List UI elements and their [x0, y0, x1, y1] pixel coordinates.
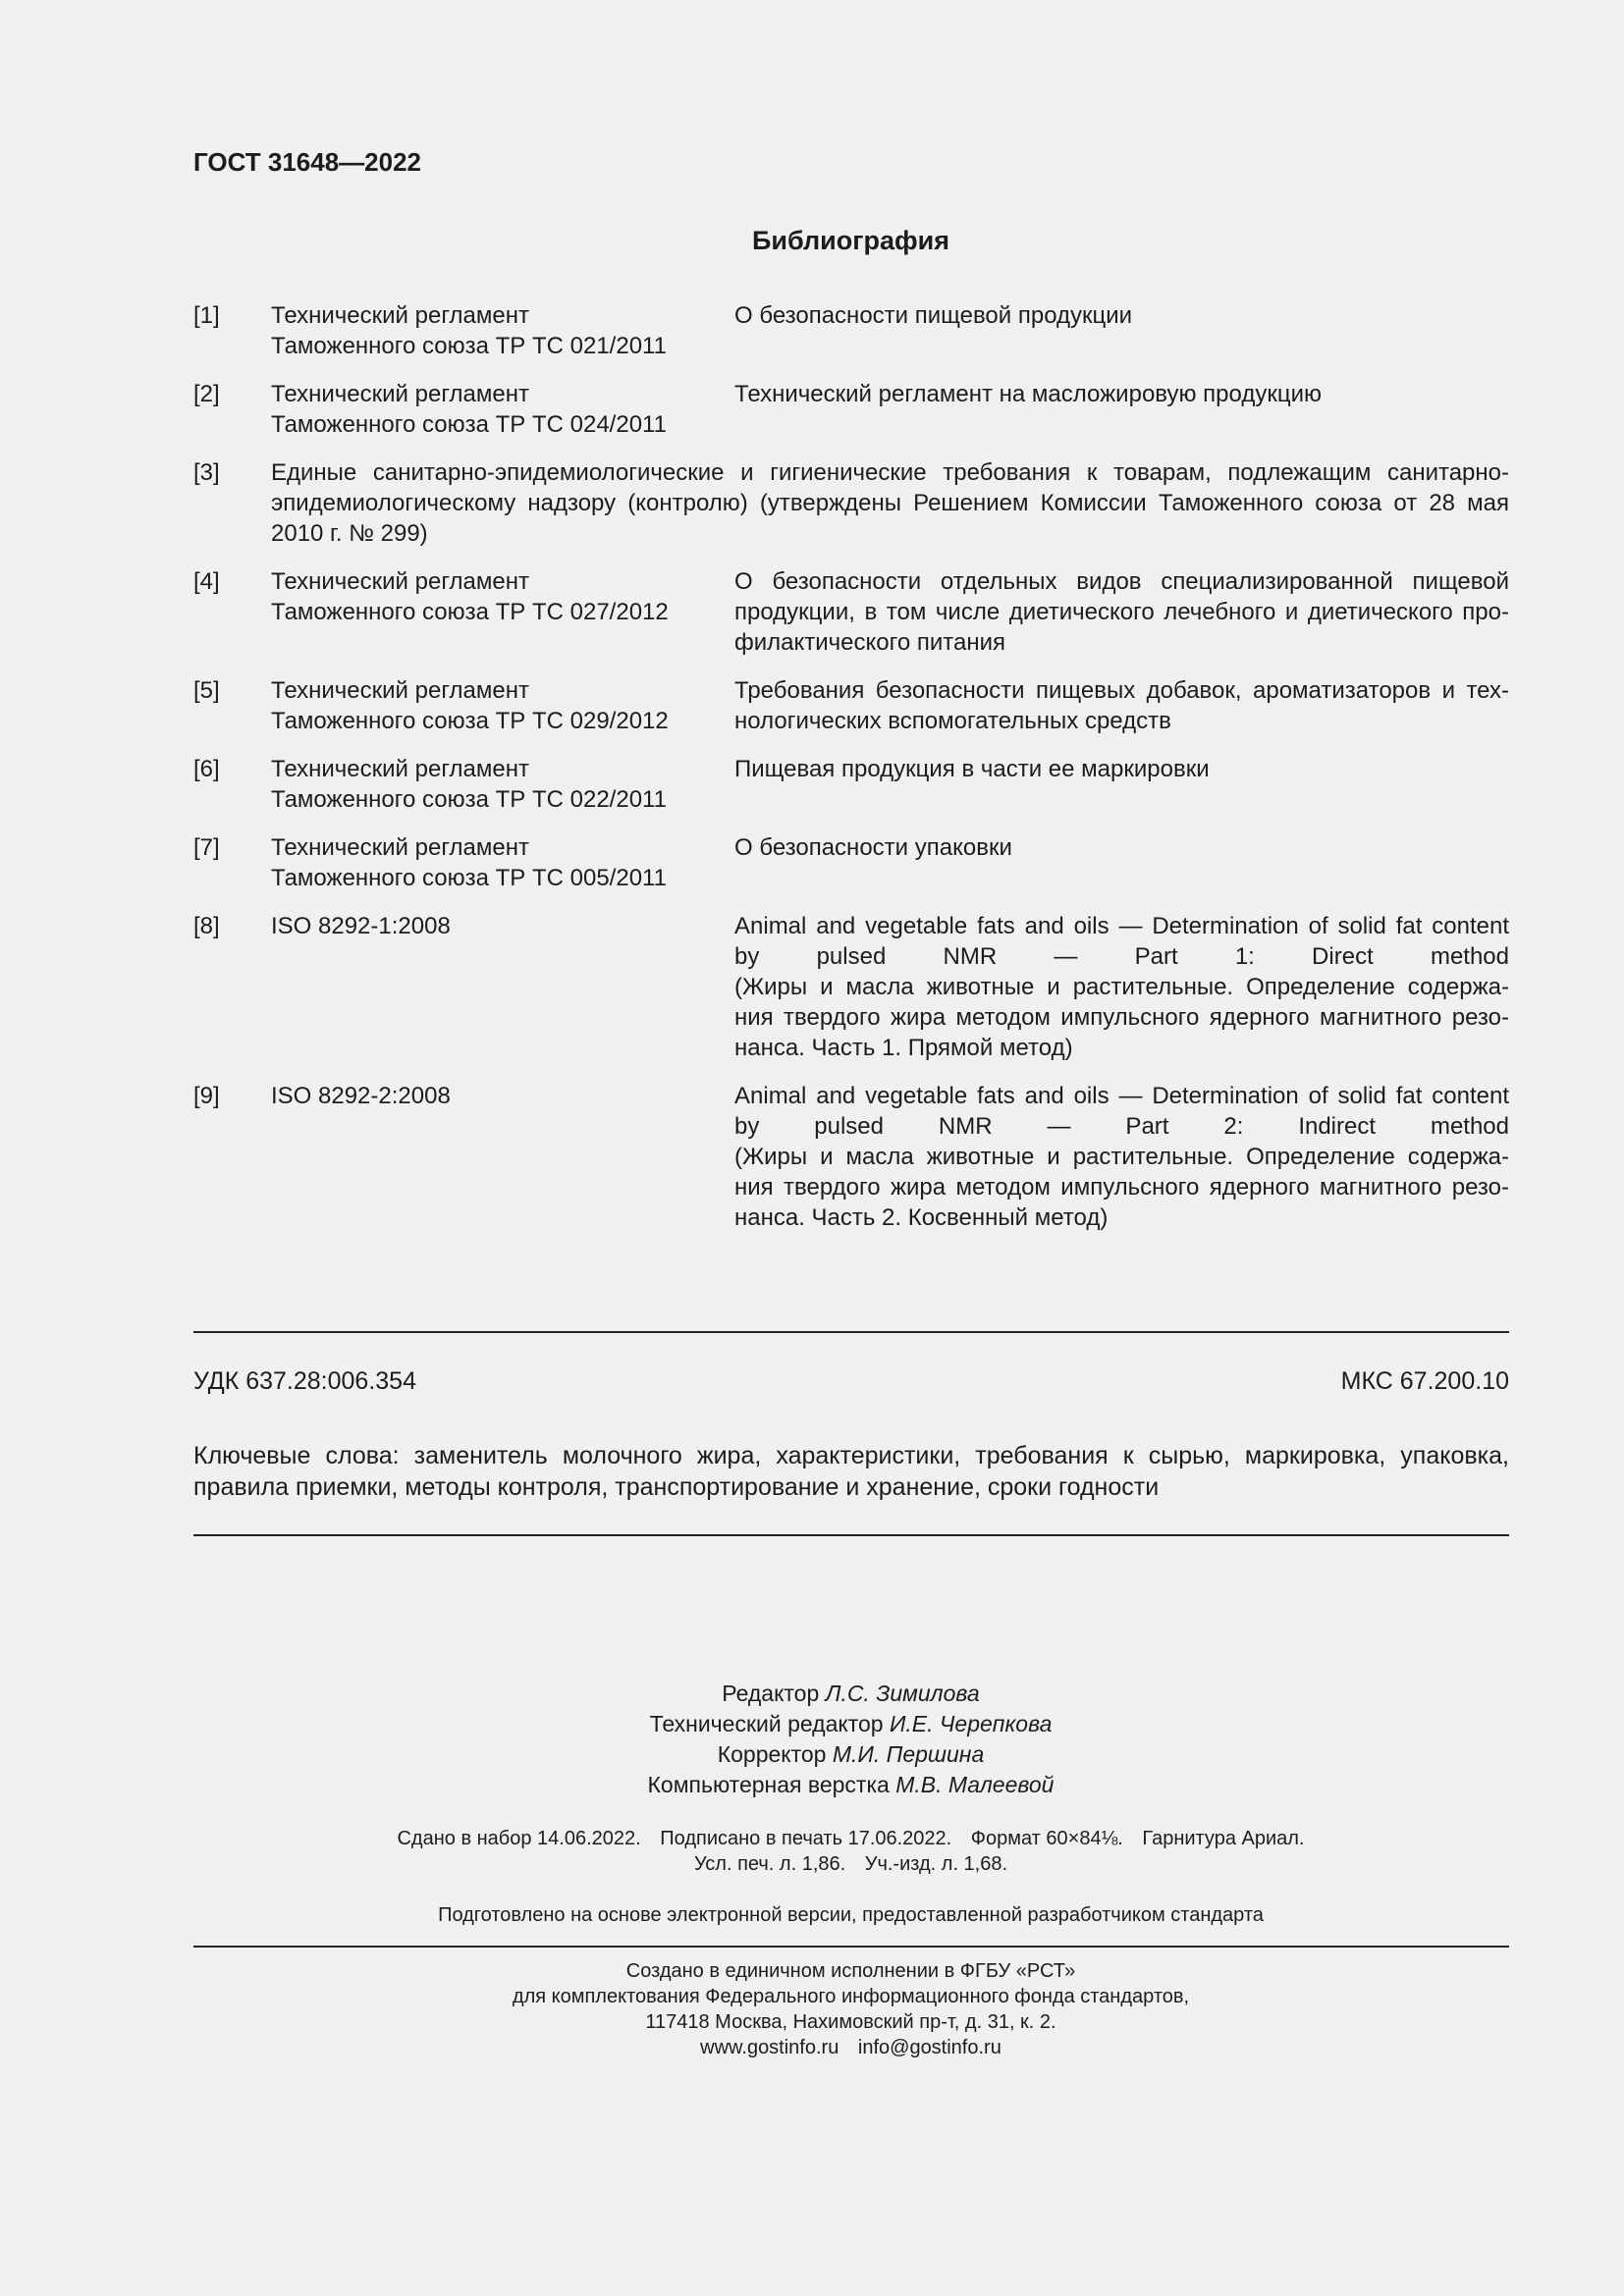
bibliography-item-source	[271, 754, 723, 815]
bibliography-item-source	[271, 300, 723, 361]
bibliography-item	[193, 675, 1509, 736]
source-line: ISO 8292-2:2008	[271, 1083, 451, 1109]
bibliography-item-source	[271, 566, 723, 627]
bibliography-item-text	[271, 457, 1509, 549]
bibliography-item	[193, 566, 1509, 658]
source-line: Технический регламент	[271, 756, 529, 782]
title-line: нологических вспомогательных средств	[734, 708, 1171, 734]
credit-name: Л.С. Зимилова	[825, 1681, 980, 1706]
title-line: О безопасности пищевой продукции	[734, 302, 1133, 329]
source-line: Технический регламент	[271, 834, 529, 861]
divider-footer	[193, 1946, 1509, 1948]
udk-code: УДК 637.28:006.354	[193, 1367, 416, 1395]
imprint-format: Формат 60×84⅛.	[970, 1828, 1123, 1849]
bibliography-item-source	[271, 675, 723, 736]
title-line: О безопасности упаковки	[734, 834, 1012, 861]
keywords: Ключевые слова: заменитель молочного жира, характеристики, требования к сырью, маркировка, упаковка, правила приемки, методы контроля, транспортирование и хранение, сроки годности	[193, 1442, 1509, 1501]
bibliography-item	[193, 457, 1509, 549]
bibliography-item-title	[734, 675, 1509, 736]
imprint-print-sheets: Усл. печ. л. 1,86.	[693, 1853, 846, 1875]
imprint-submitted: Сдано в набор 14.06.2022.	[397, 1828, 641, 1849]
source-line: Технический регламент	[271, 302, 529, 329]
text-line: Единые санитарно-эпидемиологические и гигиенические требования к товарам, подлежащим санитарно-	[271, 459, 1509, 486]
bibliography-item	[193, 379, 1509, 440]
bibliography-item-source	[271, 1081, 723, 1111]
bibliography-item-number: [3]	[193, 459, 220, 486]
source-line: Технический регламент	[271, 568, 529, 595]
source-line: Таможенного союза ТР ТС 005/2011	[271, 865, 667, 891]
bibliography-item-source	[271, 832, 723, 893]
title-line: by pulsed NMR — Part 2: Indirect method	[734, 1113, 1509, 1140]
source-line: Таможенного союза ТР ТС 024/2011	[271, 411, 667, 438]
bibliography-item-source	[271, 911, 723, 941]
bibliography-title: Библиография	[752, 226, 949, 255]
bibliography-item-title	[734, 300, 1509, 331]
credit-role: Компьютерная верстка	[647, 1772, 896, 1797]
bibliography-item	[193, 911, 1509, 1063]
credit-name: М.И. Першина	[832, 1741, 985, 1767]
mks-code: МКС 67.200.10	[1340, 1367, 1509, 1395]
title-line: ния твердого жира методом импульсного ядерного магнитного резо-	[734, 1174, 1509, 1201]
credit-name: М.В. Малеевой	[895, 1772, 1055, 1797]
bibliography-item-number: [4]	[193, 568, 220, 595]
credit-role: Редактор	[722, 1681, 826, 1706]
title-line: (Жиры и масла животные и растительные. Определение содержа-	[734, 1144, 1509, 1170]
imprint-publisher-sheets: Уч.-изд. л. 1,68.	[864, 1853, 1008, 1875]
bibliography-item-title	[734, 379, 1509, 409]
source-line: Таможенного союза ТР ТС 021/2011	[271, 333, 667, 359]
bibliography-item-number: [9]	[193, 1083, 220, 1109]
bibliography-list	[193, 300, 1509, 1251]
title-line: продукции, в том числе диетического лечебного и диетического про-	[734, 599, 1509, 625]
title-line: О безопасности отдельных видов специализированной пищевой	[734, 568, 1509, 595]
credit-line	[0, 1739, 1624, 1770]
footer-line-3: 117418 Москва, Нахимовский пр-т, д. 31, к. 2.	[645, 2011, 1056, 2033]
text-line: 2010 г. № 299)	[271, 520, 428, 547]
credit-role: Корректор	[717, 1741, 833, 1767]
bibliography-item-number: [5]	[193, 677, 220, 704]
credit-line	[0, 1770, 1624, 1800]
credit-name: И.Е. Черепкова	[889, 1711, 1053, 1736]
source-line: ISO 8292-1:2008	[271, 913, 451, 939]
footer-line-2: для комплектования Федерального информационного фонда стандартов,	[512, 1986, 1190, 2007]
divider-top	[193, 1331, 1509, 1333]
imprint-line-2	[0, 1851, 1624, 1877]
title-line: нанса. Часть 1. Прямой метод)	[734, 1035, 1073, 1061]
bibliography-item-number: [2]	[193, 381, 220, 407]
bibliography-item-number: [8]	[193, 913, 220, 939]
source-line: Технический регламент	[271, 381, 529, 407]
credit-line	[0, 1709, 1624, 1739]
credit-role: Технический редактор	[649, 1711, 890, 1736]
title-line: Требования безопасности пищевых добавок, ароматизаторов и тех-	[734, 677, 1509, 704]
imprint-line-1	[0, 1826, 1624, 1851]
bibliography-item-title	[734, 754, 1509, 784]
title-line: (Жиры и масла животные и растительные. Определение содержа-	[734, 974, 1509, 1000]
website-link[interactable]: www.gostinfo.ru	[700, 2037, 839, 2058]
title-line: Технический регламент на масложировую продукцию	[734, 381, 1322, 407]
bibliography-item-number: [7]	[193, 834, 220, 861]
footer-line-1: Создано в единичном исполнении в ФГБУ «РСТ»	[625, 1960, 1076, 1982]
bibliography-item-title	[734, 911, 1509, 1063]
source-line: Таможенного союза ТР ТС 022/2011	[271, 786, 667, 813]
title-line: филактического питания	[734, 629, 1006, 656]
bibliography-item-title	[734, 832, 1509, 863]
bibliography-item	[193, 754, 1509, 815]
imprint-signed: Подписано в печать 17.06.2022.	[660, 1828, 952, 1849]
source-line: Технический регламент	[271, 677, 529, 704]
bibliography-item-number: [1]	[193, 302, 220, 329]
bibliography-item	[193, 1081, 1509, 1233]
email-link[interactable]: info@gostinfo.ru	[857, 2037, 1001, 2058]
bibliography-item	[193, 300, 1509, 361]
prepared-note: Подготовлено на основе электронной версии, предоставленной разработчиком стандарта	[438, 1904, 1264, 1926]
footer-block	[0, 1958, 1624, 2060]
bibliography-item-number: [6]	[193, 756, 220, 782]
bibliography-item-title	[734, 566, 1509, 658]
title-line: Animal and vegetable fats and oils — Determination of solid fat content	[734, 913, 1509, 939]
title-line: by pulsed NMR — Part 1: Direct method	[734, 943, 1509, 970]
bibliography-item-source	[271, 379, 723, 440]
bibliography-item-title	[734, 1081, 1509, 1233]
credits-block	[0, 1679, 1624, 1800]
source-line: Таможенного союза ТР ТС 029/2012	[271, 708, 669, 734]
title-line: нанса. Часть 2. Косвенный метод)	[734, 1204, 1109, 1231]
title-line: Пищевая продукция в части ее маркировки	[734, 756, 1210, 782]
title-line: ния твердого жира методом импульсного ядерного магнитного резо-	[734, 1004, 1509, 1031]
imprint-block	[0, 1826, 1624, 1877]
bibliography-item	[193, 832, 1509, 893]
title-line: Animal and vegetable fats and oils — Determination of solid fat content	[734, 1083, 1509, 1109]
source-line: Таможенного союза ТР ТС 027/2012	[271, 599, 669, 625]
document-code: ГОСТ 31648—2022	[193, 147, 421, 177]
credit-line	[0, 1679, 1624, 1709]
divider-keywords	[193, 1534, 1509, 1536]
footer-contacts	[0, 2035, 1624, 2060]
imprint-font: Гарнитура Ариал.	[1142, 1828, 1305, 1849]
text-line: эпидемиологическому надзору (контролю) (утверждены Решением Комиссии Таможенного союза от 28 мая	[271, 490, 1509, 516]
